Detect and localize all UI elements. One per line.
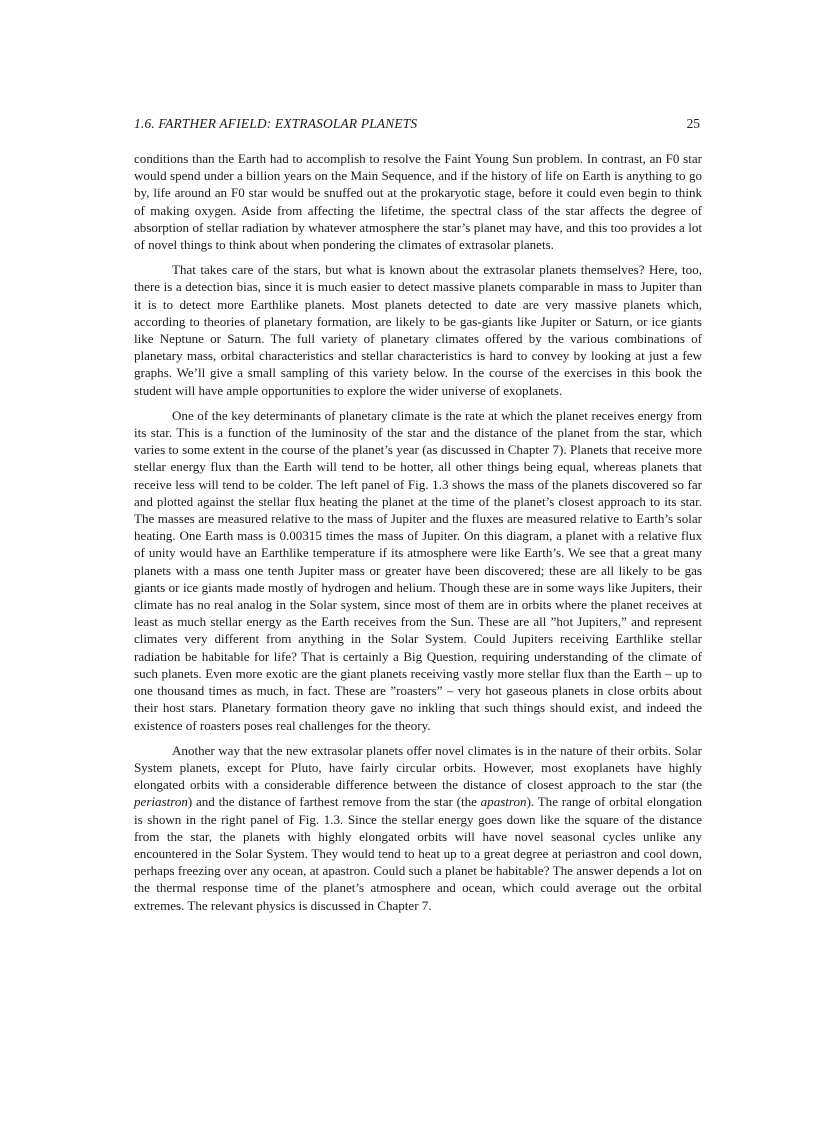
body-text — [134, 150, 702, 914]
running-title: 1.6. FARTHER AFIELD: EXTRASOLAR PLANETS — [134, 116, 418, 131]
paragraph-orbits — [134, 742, 702, 914]
running-head — [134, 115, 700, 133]
paragraph-extrasolar-planets: That takes care of the stars, but what is known about the extrasolar planets themselves? Here, too, there is a detection bias, since it is much easier to detect massive planets comparable in mass to Jupiter than it is to detect more Earthlike planets. Most planets detected to date are very massive planets which, according to theories of planetary formation, are likely to be gas-giants like Jupiter or Saturn, or ice giants like Neptune or Saturn. The full variety of planetary climates offered by the various combinations of planetary mass, orbital characteristics and stellar characteristics is hard to convey by looking at just a few graphs. We’ll give a small sampling of this variety below. In the course of the exercises in this book the student will have ample opportunities to explore the wider universe of exoplanets. — [134, 262, 702, 398]
orbits-text-middle: ) and the distance of farthest remove from the star (the — [187, 794, 481, 810]
paragraph-continued: conditions than the Earth had to accomplish to resolve the Faint Young Sun problem. In contrast, an F0 star would spend under a billion years on the Main Sequence, and if the history of life on Earth is anything to go by, life around an F0 star would be snuffed out at the prokaryotic stage, before it could even begin to think of making oxygen. Aside from affecting the lifetime, the spectral class of the star affects the degree of absorption of stellar radiation by whatever atmosphere the star’s planet may have, and this too provides a lot of novel things to think about when pondering the climates of extrasolar planets. — [134, 151, 702, 253]
term-apastron: apastron — [480, 794, 527, 810]
paragraph-stellar-flux: One of the key determinants of planetary climate is the rate at which the planet receives energy from its star. This is a function of the luminosity of the star and the distance of the planet from the star, which varies to some extent in the course of the planet’s year (as discussed in Chapter 7). Planets that receive more stellar energy flux than the Earth will tend to be hotter, all other things being equal, whereas planets that receive less will tend to be colder. The left panel of Fig. 1.3 shows the mass of the planets discovered so far and plotted against the stellar flux heating the planet at the time of the planet’s closest approach to its star. The masses are measured relative to the mass of Jupiter and the fluxes are measured relative to Earth’s solar heating. One Earth mass is 0.00315 times the mass of Jupiter. On this diagram, a planet with a relative flux of unity would have an Earthlike temperature if its atmosphere were like Earth’s. We see that a great many planets with a mass one tenth Jupiter mass or greater have been discovered; these are all likely to be gas giants or ice giants made mostly of hydrogen and helium. Though these are in some ways like Jupiters, their climate has no real analog in the Solar system, since most of them are in orbits where the planet receives at least as much stellar energy as the Earth receives from the Sun. These are all ”hot Jupiters,” and represent climates very different from anything in the Solar System. Could Jupiters receiving Earthlike stellar radiation be habitable for life? That is certainly a Big Question, requiring understanding of the climate of such planets. Even more exotic are the giant planets receiving vastly more stellar flux than the Earth – up to one thousand times as much, in fact. These are ”roasters” – very hot gaseous planets in close orbits about their host stars. Planetary formation theory gave no inkling that such things should exist, and indeed the existence of roasters poses real challenges for the theory. — [134, 407, 702, 733]
term-periastron: periastron — [134, 794, 188, 810]
orbits-text-end: ). The range of orbital elongation is shown in the right panel of Fig. 1.3. Since the stellar energy goes down like the square of the distance from the star, the planets with highly elongated orbits will have novel seasonal cycles unlike any encountered in the Solar System. They would tend to heat up to a great degree at periastron and cool down, perhaps freezing over any ocean, at apastron. Could such a planet be habitable? The answer depends a lot on the thermal response time of the planet’s atmosphere and ocean, which could average out the orbital extremes. The relevant physics is discussed in Chapter 7. — [134, 794, 703, 913]
page-number: 25 — [686, 116, 700, 131]
orbits-text-start: Another way that the new extrasolar planets offer novel climates is in the nature of their orbits. Solar System planets, except for Pluto, have fairly circular orbits. However, most exoplanets have highly elongated orbits with a considerable difference between the distance of closest approach to the star (the — [134, 742, 702, 793]
